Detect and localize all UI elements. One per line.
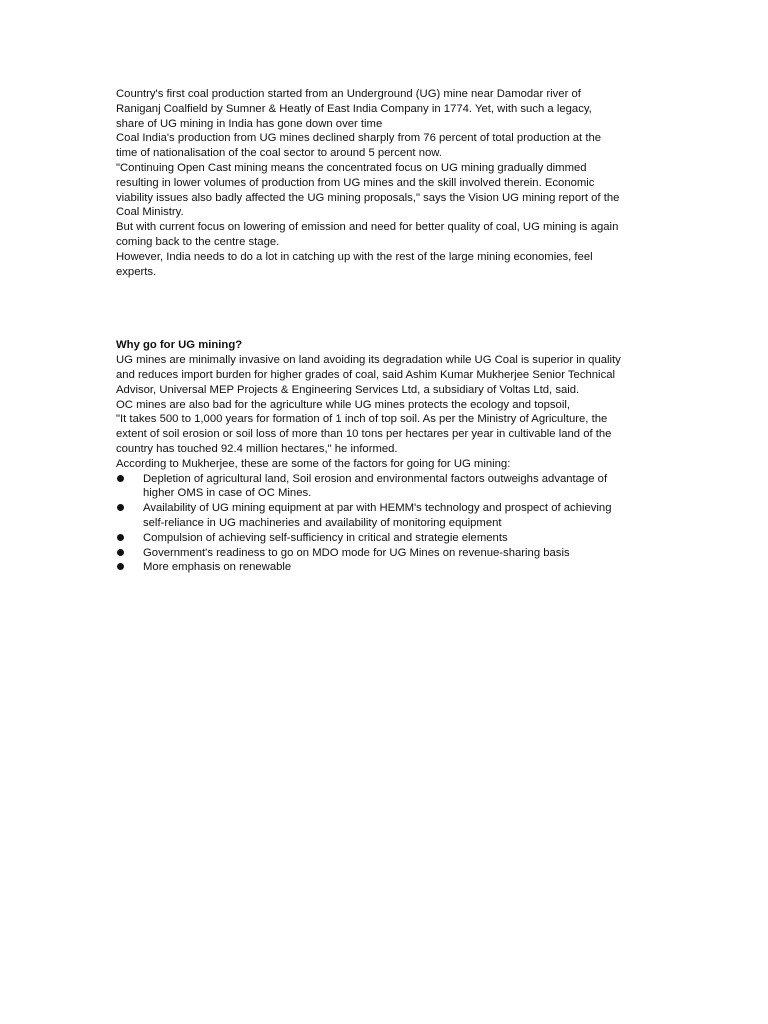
text-line: "Continuing Open Cast mining means the concentrated focus on UG mining gradually dimmed: [116, 161, 587, 174]
blank-space: [116, 279, 656, 338]
text-line: self-reliance in UG machineries and availability of monitoring equipment: [143, 516, 502, 529]
text-line: country has touched 92.4 million hectares," he informed.: [116, 442, 398, 455]
text-line: Availability of UG mining equipment at par with HEMM's technology and prospect of achieving: [143, 502, 612, 515]
text-line: Country's first coal production started from an Underground (UG) mine near Damodar river of: [116, 88, 581, 100]
list-item: [116, 501, 656, 531]
document-body: [116, 87, 656, 575]
bullet-icon: [117, 534, 124, 541]
text-line: coming back to the centre stage.: [116, 235, 280, 248]
text-line: According to Mukherjee, these are some of the factors for going for UG mining:: [116, 457, 511, 470]
factors-list: [116, 472, 656, 576]
text-line: Advisor, Universal MEP Projects & Engineering Services Ltd, a subsidiary of Voltas Ltd, said.: [116, 383, 580, 396]
section-paragraph: [116, 353, 656, 471]
list-item: [116, 472, 656, 502]
text-line: experts.: [116, 265, 157, 278]
bullet-icon: [117, 563, 124, 570]
text-line: share of UG mining in India has gone down over time: [116, 117, 383, 130]
text-line: higher OMS in case of OC Mines.: [143, 487, 312, 500]
list-item: [116, 531, 656, 546]
text-line: Coal India's production from UG mines declined sharply from 76 percent of total production at the: [116, 132, 602, 145]
list-item: [116, 546, 656, 561]
bullet-icon: [117, 549, 124, 556]
text-line: Government's readiness to go on MDO mode for UG Mines on revenue-sharing basis: [143, 546, 570, 559]
text-line: time of nationalisation of the coal sector to around 5 percent now.: [116, 147, 442, 160]
text-line: Raniganj Coalfield by Sumner & Heatly of East India Company in 1774. Yet, with such a legacy,: [116, 102, 592, 115]
text-line: and reduces import burden for higher grades of coal, said Ashim Kumar Mukherjee Senior Technical: [116, 368, 616, 381]
intro-paragraph: [116, 87, 656, 279]
text-line: But with current focus on lowering of emission and need for better quality of coal, UG mining is again: [116, 221, 619, 234]
text-line: Compulsion of achieving self-sufficiency in critical and strategie elements: [143, 531, 508, 544]
text-line: UG mines are minimally invasive on land avoiding its degradation while UG Coal is superior in quality: [116, 354, 621, 367]
bullet-icon: [117, 475, 124, 482]
list-item: [116, 560, 656, 575]
text-line: However, India needs to do a lot in catching up with the rest of the large mining economies, feel: [116, 250, 593, 263]
text-line: viability issues also badly affected the UG mining proposals," says the Vision UG mining report of the: [116, 191, 620, 204]
text-line: Coal Ministry.: [116, 206, 184, 219]
text-line: More emphasis on renewable: [143, 561, 292, 574]
text-line: resulting in lower volumes of production from UG mines and the skill involved therein. Economic: [116, 176, 595, 189]
text-line: "It takes 500 to 1,000 years for formation of 1 inch of top soil. As per the Ministry of Agriculture, the: [116, 413, 608, 426]
text-line: Depletion of agricultural land, Soil erosion and environmental factors outweighs advantage of: [143, 472, 608, 485]
text-line: OC mines are also bad for the agriculture while UG mines protects the ecology and topsoil,: [116, 398, 570, 411]
bullet-icon: [117, 504, 124, 511]
text-line: extent of soil erosion or soil loss of more than 10 tons per hectares per year in cultivable land of the: [116, 428, 612, 441]
section-heading: Why go for UG mining?: [116, 339, 243, 352]
